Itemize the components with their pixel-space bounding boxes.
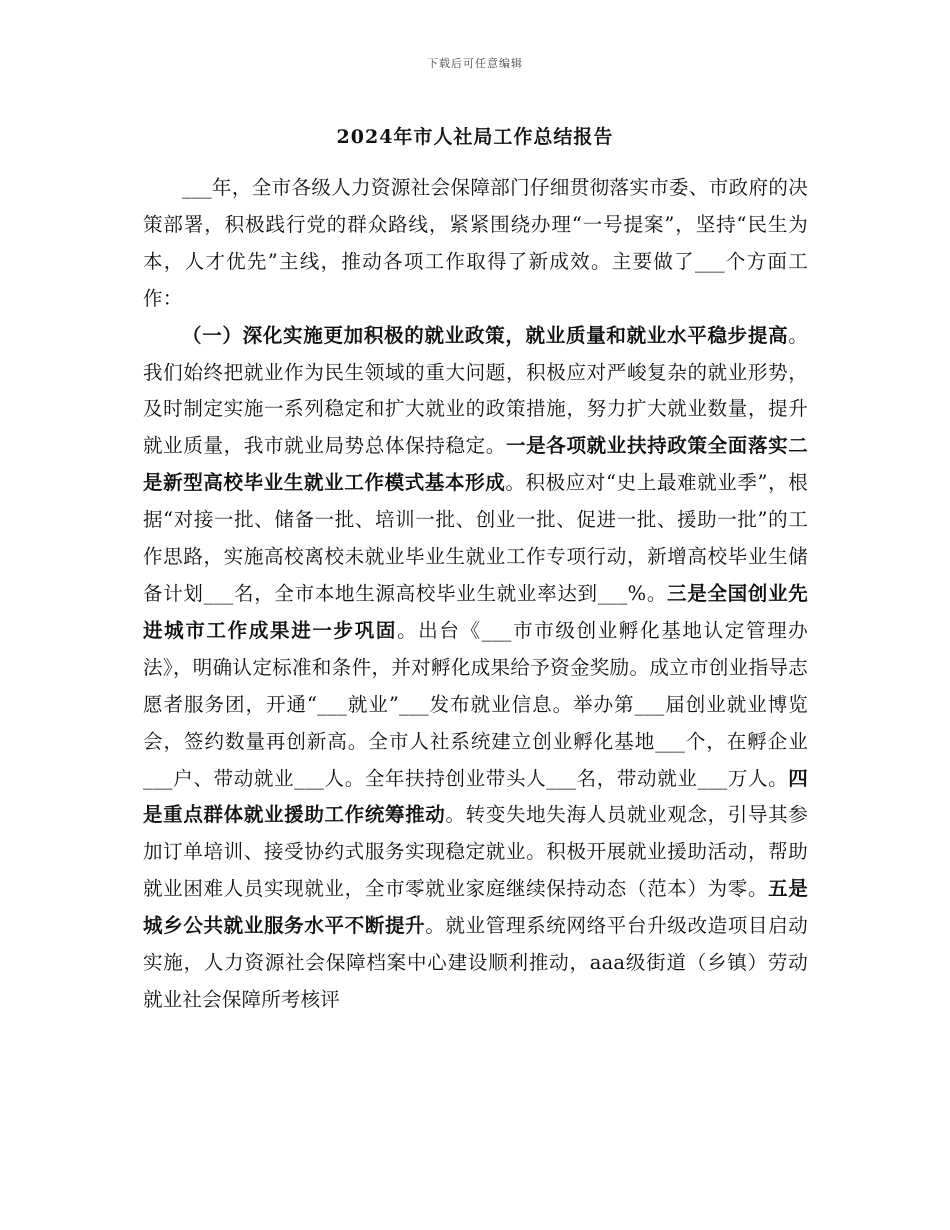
text-run: 。就业管理系统网络平台升级改造项目启动实施，人力资源社会保障档案中心建设顺利推动，aaa级街道（乡镇）劳动就业社会保障所考核评 <box>143 914 808 1011</box>
subpoint-heading: 四是重点群体就业援助工作统筹推动 <box>143 766 808 827</box>
text-run: ___年，全市各级人力资源社会保障部门仔细贯彻落实市委、市政府的决策部署，积极践行党的群众路线，紧紧围绕办理“一号提案”，坚持“民生为本，人才优先”主线，推动各项工作取得了新成效。主要做了___个方面工作： <box>143 176 808 310</box>
section-heading: （一）深化实施更加积极的就业政策，就业质量和就业水平稳步提高 <box>182 323 789 347</box>
text-run: 。出台《___市市级创业孵化基地认定管理办法》，明确认定标准和条件，并对孵化成果给予资金奖励。成立市创业指导志愿者服务团，开通“___就业”___发布就业信息。举办第___届创业就业博览会，签约数量再创新高。全市人社系统建立创业孵化基地___个，在孵企业___户、带动就业___人。全年扶持创业带头人___名，带动就业___万人。 <box>143 618 808 790</box>
paragraph-section-one <box>143 318 808 1019</box>
subpoint-heading: 三是全国创业先进城市工作成果进一步巩固 <box>143 581 808 642</box>
text-run: 。转变失地失海人员就业观念，引导其参加订单培训、接受协约式服务实现稳定就业。积极开展就业援助活动，帮助就业困难人员实现就业，全市零就业家庭继续保持动态（范本）为零。 <box>143 803 808 901</box>
document-title: 2024年市人社局工作总结报告 <box>336 126 614 148</box>
subpoint-heading: 一是各项就业扶持政策全面落实二是新型高校毕业生就业工作模式基本形成 <box>143 434 808 495</box>
page-header-note: 下载后可任意编辑 <box>427 57 523 70</box>
document-body <box>143 170 808 1019</box>
paragraph-intro <box>143 170 808 318</box>
subpoint-heading: 五是城乡公共就业服务水平不断提升 <box>143 877 809 938</box>
text-run: 。我们始终把就业作为民生领域的重大问题，积极应对严峻复杂的就业形势，及时制定实施一系列稳定和扩大就业的政策措施，努力扩大就业数量，提升就业质量，我市就业局势总体保持稳定。 <box>143 323 808 458</box>
text-run: 。积极应对“史上最难就业季”，根据“对接一批、储备一批、培训一批、创业一批、促进一批、援助一批”的工作思路，实施高校离校未就业毕业生就业工作专项行动，新增高校毕业生储备计划___名，全市本地生源高校毕业生就业率达到___%。 <box>143 471 808 605</box>
